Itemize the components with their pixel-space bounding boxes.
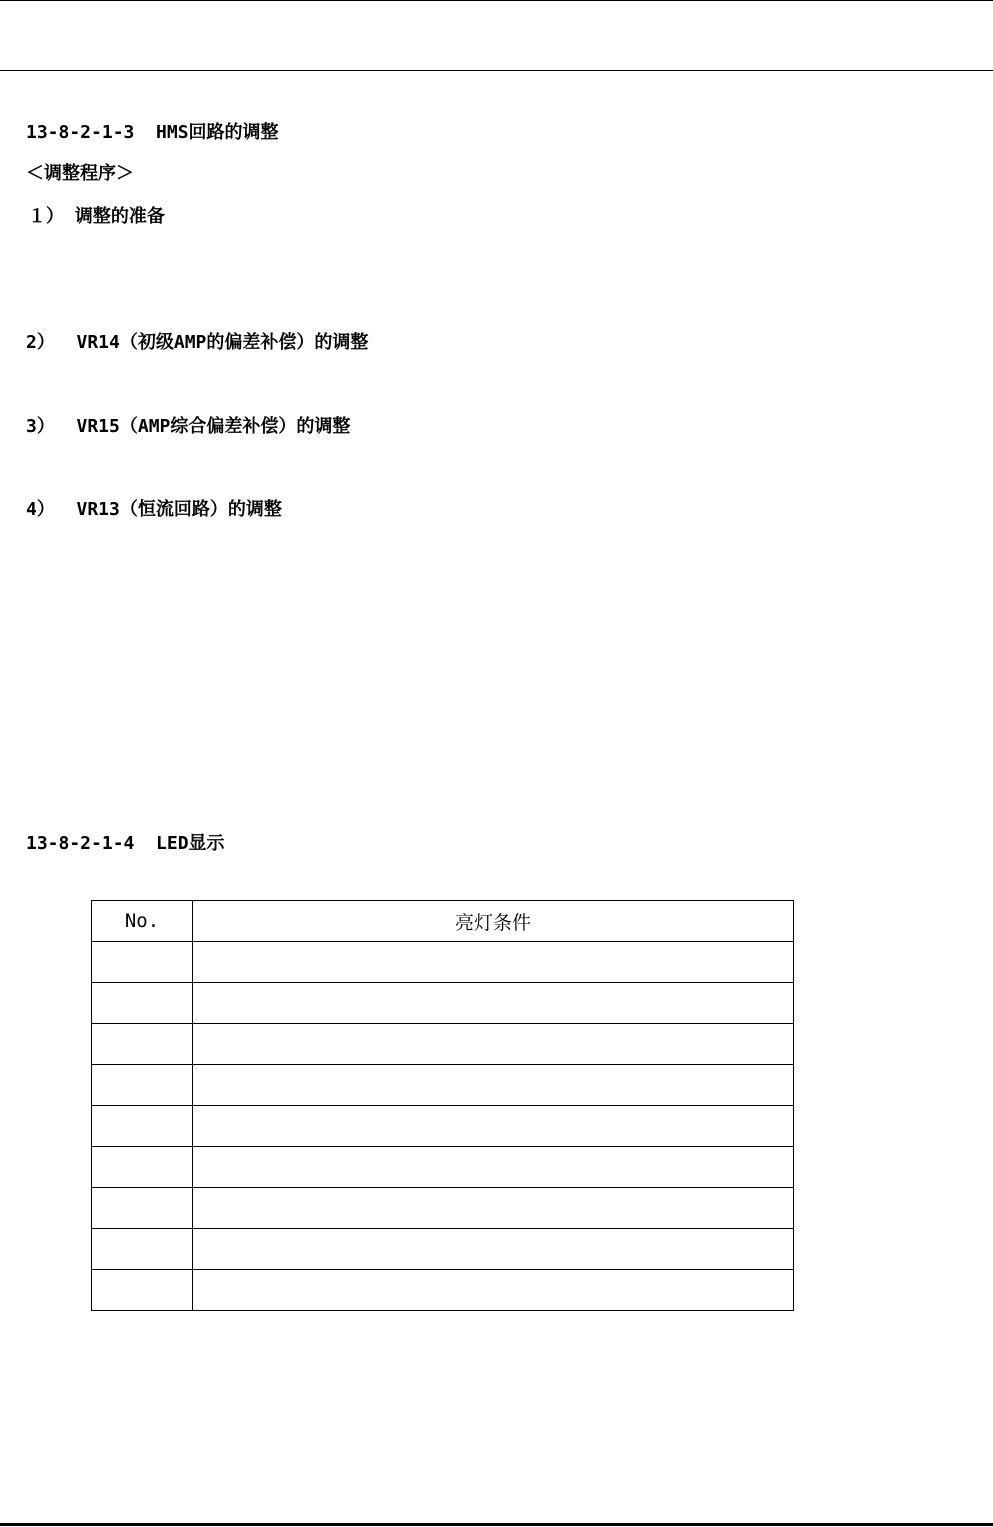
cell-no xyxy=(92,1188,193,1229)
cell-condition xyxy=(193,1229,794,1270)
section-heading-hms: 13-8-2-1-3 HMS回路的调整 xyxy=(26,122,279,143)
step-1: １） 调整的准备 xyxy=(28,206,165,227)
cell-condition xyxy=(193,1188,794,1229)
led-table xyxy=(91,900,794,1311)
col-header-condition: 亮灯条件 xyxy=(193,901,794,942)
procedure-label: ＜调整程序＞ xyxy=(26,163,134,184)
cell-condition xyxy=(193,1024,794,1065)
top-border xyxy=(0,0,993,1)
cell-condition xyxy=(193,983,794,1024)
cell-no xyxy=(92,983,193,1024)
cell-condition xyxy=(193,1270,794,1311)
table-row xyxy=(92,1229,794,1270)
cell-no xyxy=(92,1147,193,1188)
table-row xyxy=(92,983,794,1024)
table-row xyxy=(92,1188,794,1229)
cell-no xyxy=(92,1024,193,1065)
table-row xyxy=(92,1065,794,1106)
cell-no xyxy=(92,942,193,983)
step-3: 3） VR15（AMP综合偏差补偿）的调整 xyxy=(26,416,351,437)
table-row xyxy=(92,1024,794,1065)
cell-condition xyxy=(193,1065,794,1106)
step-2: 2） VR14（初级AMP的偏差补偿）的调整 xyxy=(26,332,369,353)
table-row xyxy=(92,1106,794,1147)
cell-condition xyxy=(193,1106,794,1147)
table-row xyxy=(92,1147,794,1188)
table-row xyxy=(92,942,794,983)
bottom-border xyxy=(0,1523,993,1526)
cell-no xyxy=(92,1229,193,1270)
cell-condition xyxy=(193,1147,794,1188)
header-rule xyxy=(0,70,993,71)
cell-no xyxy=(92,1270,193,1311)
cell-no xyxy=(92,1106,193,1147)
table-header-row xyxy=(92,901,794,942)
section-heading-led: 13-8-2-1-4 LED显示 xyxy=(26,833,225,854)
step-4: 4） VR13（恒流回路）的调整 xyxy=(26,499,282,520)
table-row xyxy=(92,1270,794,1311)
cell-condition xyxy=(193,942,794,983)
cell-no xyxy=(92,1065,193,1106)
col-header-no: No. xyxy=(92,901,193,942)
